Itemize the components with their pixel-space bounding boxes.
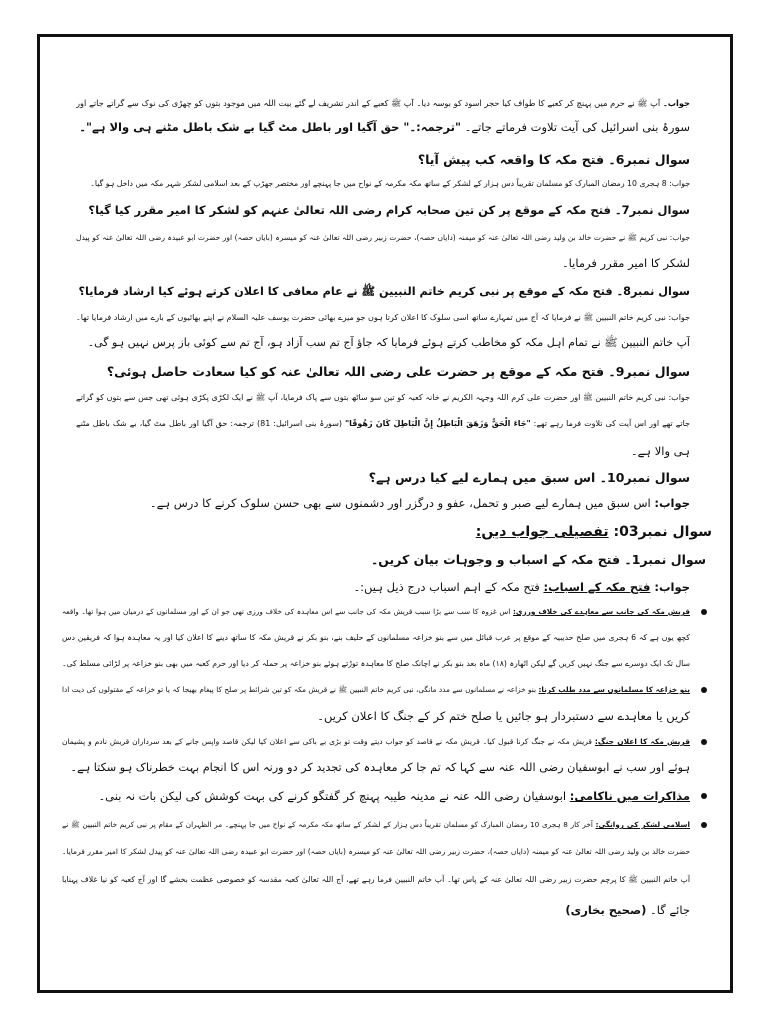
answer-text: جواب: نبی کریم خاتم النبیین ﷺ نے فرمایا کہ آج میں تمہارے ساتھ اسی سلوک کا اعلان کرتا ہوں جو میرے بھائی حضرت یوسف علیہ السلام نے اپنے بھائیوں کے بارے میں ارشاد فرمایا تھا۔ (76, 313, 690, 322)
section-3-question-1 (76, 548, 706, 572)
cause-text: آخر کار 8 ہجری 10 رمضان المبارک کو مسلمان تقریباً دس ہزار کے لشکر کے ساتھ مکہ مکرمہ کے نواح میں جا پہنچے۔ مر الظہران کے مقام پر نبی کریم خاتم النبیین ﷺ نے (62, 820, 596, 829)
answer-label: جواب۔ (662, 98, 690, 108)
answer-text: جواب: 8 ہجری 10 رمضان المبارک کو مسلمان تقریباً دس ہزار کے لشکر کے ساتھ مکہ مکرمہ کے نواح میں جا پہنچے اور مختصر جھڑپ کے بعد اسلامی لشکر شہر مکہ میں داخل ہو گیا۔ (90, 179, 690, 188)
bullet-marker (701, 822, 707, 828)
cause-5-line-1 (62, 813, 690, 837)
cause-4-line-1 (62, 784, 690, 808)
question-text: سوال نمبر10۔ اس سبق میں ہمارے لیے کیا درس ہے؟ (368, 470, 690, 485)
cause-1-line-2 (62, 626, 690, 650)
cause-5-line-3 (62, 868, 690, 892)
cause-3-line-2 (62, 756, 690, 780)
answer-text: آپ ﷺ نے حرم میں پہنچ کر کعبے کا طواف کیا حجر اسود کو بوسہ دیا۔ آپ ﷺ کعبے کے اندر تشریف لے گئے بیت اللہ میں موجود بتوں کو چھڑی کی نوک سے گراتے جاتے اور (76, 98, 663, 108)
question-text: سوال نمبر1۔ فتح مکہ کے اسباب و وجوہات بیان کریں۔ (370, 552, 706, 567)
question-text: سوال نمبر8۔ فتح مکہ کے موقع پر نبی کریم خاتم النبیین ﷺ نے عام معافی کا اعلان کرتے ہوئے کیا ارشاد فرمایا؟ (78, 285, 690, 298)
cause-text: ابوسفیان رضی اللہ عنہ نے مدینہ طیبہ پہنچ کر گفتگو کرنے کی بہت کوشش کی لیکن بات نہ بنی۔ (98, 789, 570, 803)
cause-title: قریش مکہ کا اعلان جنگ: (594, 737, 690, 746)
cause-text: کچھ یوں ہے کہ 6 ہجری میں صلح حدیبیہ کے موقع پر عرب قبائل میں سے بنو خزاعہ مسلمانوں کے حلیف بنے، بنو بکر نے قریش مکہ کا ساتھ دینے کا اعلان کیا اور یہ معاہدہ ہوا کہ فریقین دس (62, 633, 690, 642)
question-9-heading (76, 360, 690, 384)
cause-title: اسلامی لشکر کی روانگی: (595, 820, 690, 829)
question-7-answer-line-1 (76, 226, 690, 250)
question-6-heading (76, 148, 690, 172)
section-prefix: سوال نمبر03: (608, 524, 712, 540)
cause-3-line-1 (62, 730, 690, 754)
cause-text: آپ خاتم النبیین ﷺ کا پرچم حضرت زبیر رضی اللہ تعالیٰ عنہ کے پاس تھا۔ آپ خاتم النبیین فرما رہے تھے، آج اللہ تعالیٰ کعبہ مقدسہ کو خصوصی عظمت بخشے گا اور آج کعبہ کو نیا غلاف پہنایا (62, 875, 690, 884)
answer-label: جواب: (650, 580, 690, 594)
question-10-answer (76, 491, 690, 515)
answer-text: ہی والا ہے۔ (630, 444, 690, 458)
answer-text: جواب: نبی کریم خاتم النبیین ﷺ اور حضرت علی کرم اللہ وجہہ الکریم نے خانہ کعبہ کو تین سو ساٹھ بتوں سے پاک فرمایا، آپ ﷺ نے ایک لکڑی پکڑی ہوئی تھی جس سے بتوں کو گراتے (76, 393, 690, 402)
cause-2-line-1 (62, 678, 690, 702)
question-9-answer-line-3 (76, 439, 690, 463)
answer-text: آپ خاتم النبیین ﷺ نے تمام اہل مکہ کو مخاطب کرتے ہوئے فرمایا کہ جاؤ آج تم سب آزاد ہو، آج تم سے کوئی باز پرس نہیں ہو گی۔ (87, 336, 690, 349)
cause-text: اس غزوہ کا سب سے بڑا سبب قریش مکہ کی جانب سے اس معاہدہ کی خلاف ورزی تھی جو ان کے اور مسلمانوں کے درمیان میں ہوا تھا۔ واقعہ (62, 607, 513, 616)
cause-text: ہوئے اور سب نے ابوسفیان رضی اللہ عنہ سے کہا کہ تم جا کر معاہدہ کی تجدید کر دو ورنہ اس کا انجام بہت خطرناک ہو سکتا ہے۔ (70, 761, 690, 774)
answer-text: (سورۂ بنی اسرائیل: 81) ترجمہ: حق آگیا اور باطل مٹ گیا، بے شک باطل مٹنے (76, 419, 345, 428)
question-text: سوال نمبر6۔ فتح مکہ کا واقعہ کب پیش آیا؟ (417, 152, 690, 167)
answer-text: لشکر کا امیر مقرر فرمایا۔ (561, 256, 690, 270)
answer-heading: فتح مکہ کے اسباب: (543, 580, 651, 594)
section-3-answer-intro (76, 575, 690, 599)
answer-text: سورۂ بنی اسرائیل کی آیت تلاوت فرماتے جاتے۔ (460, 120, 690, 134)
question-8-answer-line-1 (76, 306, 690, 330)
question-9-answer-line-2 (76, 412, 690, 436)
cause-text: حضرت خالد بن ولید رضی اللہ تعالیٰ عنہ کو میمنہ (دایاں حصہ)، حضرت زبیر رضی اللہ تعالیٰ عنہ کو میسرہ (بایاں حصہ) اور حضرت ابو عبیدہ رضی اللہ تعالیٰ عنہ کو پیدل لشکر کا امیر مقرر فرمایا۔ (62, 847, 690, 856)
cause-5-line-4 (62, 898, 690, 922)
translation-text: "ترجمہ:۔" حق آگیا اور باطل مٹ گیا بے شک باطل مٹنے ہی والا ہے"۔ (79, 120, 461, 134)
cause-text: سال تک ایک دوسرے سے جنگ نہیں کریں گے لیکن اٹھارہ (۱۸) ماہ بعد بنو بکر نے اچانک صلح کا معاہدہ توڑتے ہوئے بنو خزاعہ پر حملہ کر دیا اور حرم کعبہ میں بھی بنو خزاعہ پر لڑائی مسلط کی۔ (62, 659, 690, 668)
question-8-answer-line-2 (76, 331, 690, 355)
answer-text: اس سبق میں ہمارے لیے صبر و تحمل، عفو و درگزر اور دشمنوں سے بھی حسن سلوک کرنے کا درس ہے۔ (149, 496, 655, 510)
section-title: تفصیلی جواب دیں: (475, 524, 609, 540)
question-text: سوال نمبر9۔ فتح مکہ کے موقع پر حضرت علی رضی اللہ تعالیٰ عنہ کو کیا سعادت حاصل ہوئی؟ (106, 364, 690, 379)
cause-text: کریں یا معاہدے سے دستبردار ہو جائیں یا صلح ختم کر کے جنگ کا اعلان کریں۔ (317, 709, 690, 723)
question-7-heading (76, 198, 690, 222)
cause-text: جائے گا۔ (646, 903, 690, 917)
question-text: سوال نمبر7۔ فتح مکہ کے موقع پر کن تین صحابہ کرام رضی اللہ تعالیٰ عنہم کو لشکر کا امیر مقرر کیا گیا؟ (88, 203, 690, 217)
cause-title: بنو خزاعہ کا مسلمانوں سے مدد طلب کرنا: (538, 685, 690, 694)
cause-text: بنو خزاعہ نے مسلمانوں سے مدد مانگی، نبی کریم خاتم النبیین ﷺ نے قریش مکہ کو تین شرائط پر صلح کا پیغام بھیجا کہ یا تو خزاعہ کے مقتولوں کی دیت ادا (62, 685, 539, 694)
question-6-answer (76, 172, 690, 196)
answer-5-line-1 (76, 91, 690, 115)
bullet-marker (701, 739, 707, 745)
answer-label: جواب: (654, 496, 690, 510)
cause-title: قریش مکہ کی جانب سے معاہدے کی خلاف ورزی: (513, 607, 690, 616)
question-8-heading (76, 280, 690, 304)
question-7-answer-line-2 (76, 251, 690, 275)
question-9-answer-line-1 (76, 386, 690, 410)
cause-2-line-2 (62, 704, 690, 728)
bullet-marker (701, 609, 707, 615)
bullet-marker (701, 793, 707, 799)
answer-5-line-2 (76, 115, 690, 139)
quran-verse: "جَاءَ الْحَقُّ وَزَهَقَ الْبَاطِلُ إِنَّ الْبَاطِلَ كَانَ زَهُوقًا" (345, 419, 531, 428)
answer-text: جاتے تھے اور اس آیت کی تلاوت فرما رہے تھے: (530, 419, 690, 428)
cause-title: مذاکرات میں ناکامی: (569, 789, 690, 803)
question-10-heading (76, 466, 690, 490)
answer-text: فتح مکہ کے اہم اسباب درج ذیل ہیں:۔ (353, 580, 544, 594)
section-3-heading (76, 520, 712, 544)
cause-1-line-1 (62, 600, 690, 624)
cause-1-line-3 (62, 652, 690, 676)
hadith-source: (صحیح بخاری) (565, 903, 647, 917)
bullet-marker (701, 687, 707, 693)
cause-5-line-2 (62, 840, 690, 864)
answer-text: جواب: نبی کریم ﷺ نے حضرت خالد بن ولید رضی اللہ تعالیٰ عنہ کو میمنہ (دایاں حصہ)، حضرت زبیر رضی اللہ تعالیٰ عنہ کو میسرہ (بایاں حصہ) اور حضرت ابو عبیدہ رضی اللہ تعالیٰ عنہ کو پیدل (76, 233, 690, 242)
cause-text: قریش مکہ نے جنگ کرنا قبول کیا۔ قریش مکہ نے قاصد کو جواب دیتے وقت تو بڑی بے باکی سے اعلان کیا لیکن قاصد واپس جانے کے بعد سرداران قریش نادم و پشیمان (62, 737, 595, 746)
